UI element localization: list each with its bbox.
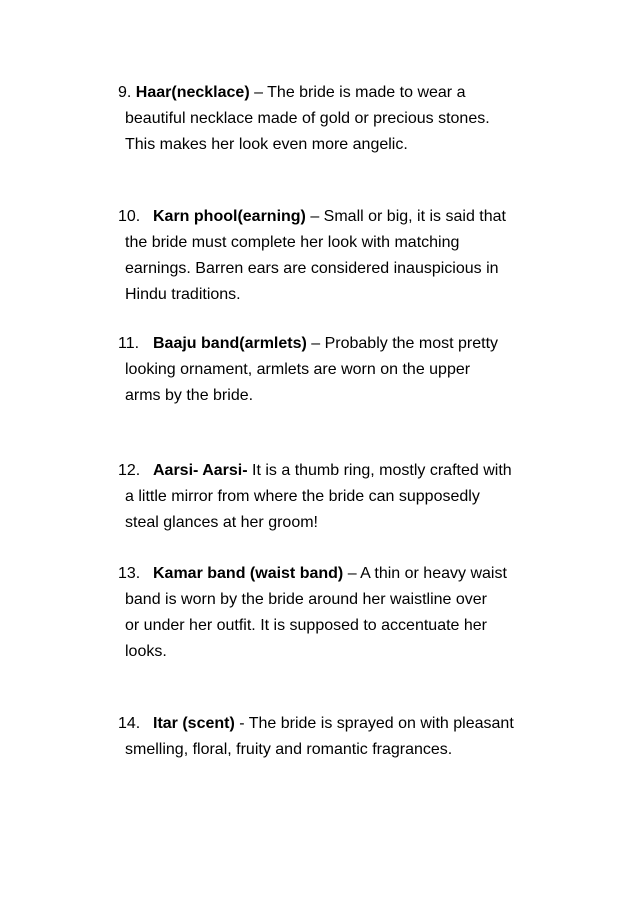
item-first-line — [118, 204, 568, 230]
item-text: – The bride is made to wear a — [249, 84, 466, 101]
item-text: looks. — [125, 643, 167, 660]
list-item-karn-phool — [118, 204, 568, 308]
item-number: 13. — [118, 565, 141, 582]
item-text: beautiful necklace made of gold or precious stones. — [125, 110, 490, 127]
item-text: earnings. Barren ears are considered inauspicious in — [125, 260, 499, 277]
item-term: Haar(necklace) — [135, 84, 250, 101]
item-text: steal glances at her groom! — [125, 514, 318, 531]
item-first-line — [118, 80, 568, 106]
item-term: Baaju band(armlets) — [153, 335, 307, 352]
item-text: - The bride is sprayed on with pleasant — [234, 715, 514, 732]
item-text: arms by the bride. — [125, 387, 254, 404]
list-item-baaju-band — [118, 331, 568, 409]
item-text: or under her outfit. It is supposed to accentuate her — [125, 617, 487, 634]
item-number: 9. — [118, 84, 132, 101]
item-text: – Probably the most pretty — [306, 335, 499, 352]
item-text: a little mirror from where the bride can supposedly — [125, 488, 480, 505]
item-number: 12. — [118, 462, 141, 479]
item-term: Itar (scent) — [153, 715, 235, 732]
item-text: band is worn by the bride around her waistline over — [125, 591, 487, 608]
item-number: 14. — [118, 715, 141, 732]
item-text: the bride must complete her look with matching — [125, 234, 460, 251]
item-text: – Small or big, it is said that — [305, 208, 506, 225]
item-text: looking ornament, armlets are worn on the upper — [125, 361, 471, 378]
item-number: 11. — [118, 335, 140, 352]
item-text: Hindu traditions. — [125, 286, 241, 303]
item-term: Karn phool(earning) — [153, 208, 306, 225]
item-first-line — [118, 561, 568, 587]
item-first-line — [118, 711, 568, 737]
item-term: Aarsi- Aarsi- — [153, 462, 248, 479]
list-item-aarsi — [118, 458, 568, 536]
list-item-haar — [118, 80, 568, 158]
item-first-line — [118, 331, 568, 357]
item-text: This makes her look even more angelic. — [125, 136, 408, 153]
item-first-line — [118, 458, 568, 484]
item-text: – A thin or heavy waist — [343, 565, 507, 582]
item-number: 10. — [118, 208, 141, 225]
item-text: It is a thumb ring, mostly crafted with — [247, 462, 512, 479]
item-term: Kamar band (waist band) — [153, 565, 344, 582]
list-item-itar — [118, 711, 568, 763]
item-text: smelling, floral, fruity and romantic fragrances. — [125, 741, 453, 758]
list-item-kamar-band — [118, 561, 568, 665]
